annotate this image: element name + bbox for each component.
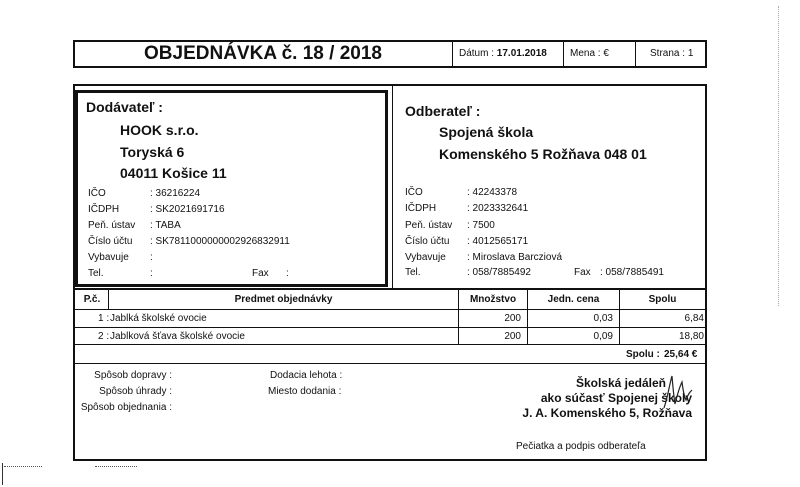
currency-label: Mena : — [570, 48, 601, 59]
supplier-account-label: Číslo účtu — [88, 236, 133, 247]
customer-contact-label: Vybavuje — [405, 252, 446, 263]
page-cell — [635, 42, 705, 66]
supplier-street: Toryská 6 — [120, 144, 185, 160]
transport-label: Spôsob dopravy : — [94, 370, 172, 381]
scan-mark-right — [778, 6, 780, 306]
customer-fax-label: Fax — [574, 267, 591, 278]
currency-cell — [563, 42, 635, 66]
payment-label: Spôsob úhrady : — [99, 386, 172, 397]
customer-address: Komenského 5 Rožňava 048 01 — [439, 146, 647, 162]
col-header-qty: Množstvo — [469, 294, 517, 305]
sum-label: Spolu : — [626, 349, 660, 360]
supplier-fax-value: : — [286, 268, 289, 279]
customer-bank-value: : 7500 — [467, 220, 495, 231]
row-item: Jablková šťava školské ovocie — [110, 331, 245, 342]
customer-tel-label: Tel. — [405, 267, 421, 278]
page-label: Strana : — [650, 48, 686, 59]
signature-icon — [660, 368, 696, 418]
supplier-tel-label: Tel. — [88, 268, 104, 279]
stamp-line-3: J. A. Komenského 5, Rožňava — [522, 406, 692, 420]
date-label: Dátum : — [459, 48, 495, 59]
row-qty: 200 — [504, 331, 521, 342]
customer-account-label: Číslo účtu — [405, 236, 450, 247]
row-item: Jablká školské ovocie — [110, 313, 207, 324]
row-qty: 200 — [504, 313, 521, 324]
supplier-fax-label: Fax — [252, 268, 269, 279]
supplier-bank-value: : TABA — [150, 220, 181, 231]
row-price: 0,09 — [593, 331, 613, 342]
supplier-heading: Dodávateľ : — [86, 99, 163, 115]
delivery-place-label: Miesto dodania : — [268, 386, 342, 397]
page-value: 1 — [687, 48, 694, 59]
supplier-icdph-value: : SK2021691716 — [150, 204, 225, 215]
page-title: OBJEDNÁVKA č. 18 / 2018 — [144, 43, 382, 64]
customer-icdph-value: : 2023332641 — [467, 203, 529, 214]
supplier-account-value: : SK7811000000002926832911 — [150, 236, 290, 247]
order-method-label: Spôsob objednania : — [80, 402, 172, 413]
date-value: 17.01.2018 — [496, 48, 547, 59]
sum-value: 25,64 € — [664, 349, 698, 360]
customer-bank-label: Peň. ústav — [405, 220, 453, 231]
customer-heading: Odberateľ : — [405, 103, 481, 119]
date-cell — [452, 42, 563, 66]
table-top-rule — [75, 288, 705, 290]
scan-mark-mid — [95, 466, 137, 467]
col-header-item: Predmet objednávky — [234, 294, 333, 305]
customer-ico-value: : 42243378 — [467, 187, 518, 198]
stamp-line-1: Školská jedáleň — [575, 376, 666, 390]
supplier-ico-value: : 36216224 — [150, 188, 201, 199]
customer-ico-label: IČO — [405, 187, 423, 198]
stamp-line-2: ako súčasť Spojenej školy — [540, 391, 692, 405]
row-number: 1 : — [98, 313, 110, 324]
customer-icdph-label: IČDPH — [405, 203, 437, 214]
customer-contact-value: : Miroslava Barcziová — [467, 252, 563, 263]
customer-fax-value: : 058/7885491 — [600, 267, 664, 278]
customer-name: Spojená škola — [439, 124, 534, 140]
supplier-bank-label: Peň. ústav — [88, 220, 136, 231]
supplier-ico-label: IČO — [88, 188, 106, 199]
customer-tel-value: : 058/7885492 — [467, 267, 531, 278]
supplier-city: 04011 Košice 11 — [120, 165, 227, 181]
supplier-contact-label: Vybavuje — [88, 252, 129, 263]
col-header-no: P.č. — [83, 294, 101, 305]
table-row-rule — [75, 327, 705, 328]
table-sum-rule — [75, 363, 705, 364]
supplier-icdph-label: IČDPH — [88, 204, 120, 215]
row-total: 6,84 — [684, 313, 704, 324]
party-divider — [392, 86, 393, 288]
currency-value: € — [603, 48, 609, 59]
table-header-rule — [75, 309, 705, 310]
delivery-time-label: Dodacia lehota : — [270, 370, 343, 381]
col-header-price: Jedn. cena — [547, 294, 600, 305]
row-total: 18,80 — [678, 331, 704, 342]
supplier-tel-value: : — [150, 268, 153, 279]
col-header-total: Spolu — [648, 294, 677, 305]
customer-account-value: : 4012565171 — [467, 236, 529, 247]
row-number: 2 : — [98, 331, 110, 342]
signature-caption: Pečiatka a podpis odberateľa — [516, 441, 646, 452]
row-price: 0,03 — [593, 313, 613, 324]
table-bottom-rule — [75, 344, 705, 345]
scan-mark-left-vertical — [2, 463, 3, 485]
scan-mark-left — [4, 466, 42, 467]
supplier-name: HOOK s.r.o. — [120, 122, 199, 138]
supplier-contact-value: : — [150, 252, 153, 263]
